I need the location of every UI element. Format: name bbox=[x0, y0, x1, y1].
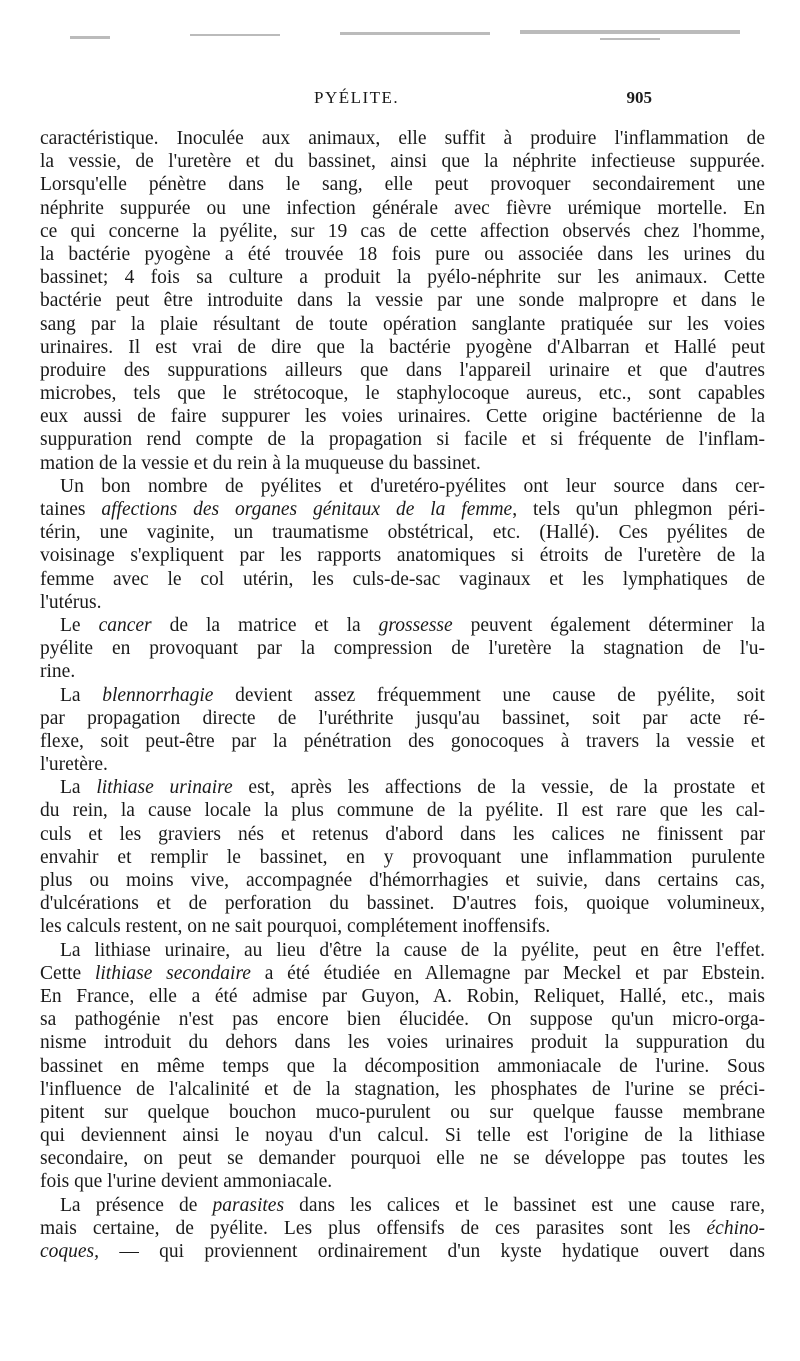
text-line: taines affections des organes génitaux de la femme, tels qu'un phlegmon péri- bbox=[40, 499, 765, 520]
text-line: sang par la plaie résultant de toute opération sanglante pratiquée sur les voies bbox=[40, 313, 765, 335]
text-line: térin, une vaginite, un traumatisme obstétrical, etc. (Hallé). Ces pyélites de bbox=[40, 522, 765, 544]
paragraph-5 bbox=[40, 776, 765, 938]
text-line: nisme introduit du dehors dans les voies urinaires produit la suppuration du bbox=[40, 1032, 765, 1054]
text-line: suppuration rend compte de la propagation si facile et si fréquente de l'inflam- bbox=[40, 429, 765, 451]
text-line: bassinet en même temps que la décomposition ammoniacale de l'urine. Sous bbox=[40, 1055, 765, 1077]
text-line: qui deviennent ainsi le noyau d'un calcul. Si telle est l'origine de la lithiase bbox=[40, 1125, 765, 1147]
text-line: envahir et remplir le bassinet, en y provoquant une inflammation purulente bbox=[40, 846, 765, 868]
text-line: Le cancer de la matrice et la grossesse peuvent également déterminer la bbox=[60, 614, 765, 636]
paragraph-2 bbox=[40, 475, 765, 614]
text-line: l'influence de l'alcalinité et de la stagnation, les phosphates de l'urine se préci- bbox=[40, 1078, 765, 1100]
text-line: La lithiase urinaire, au lieu d'être la cause de la pyélite, peut en être l'effet. bbox=[60, 939, 765, 961]
page-title: PYÉLITE. bbox=[314, 88, 400, 107]
text-line: produire des suppurations ailleurs que dans l'appareil urinaire et que d'autres bbox=[40, 359, 765, 381]
paragraph-3 bbox=[40, 614, 765, 684]
text-line: par propagation directe de l'uréthrite jusqu'au bassinet, soit par acte ré- bbox=[40, 707, 765, 729]
text-line: coques, — qui proviennent ordinairement d'un kyste hydatique ouvert dans bbox=[40, 1241, 765, 1262]
scan-noise bbox=[0, 30, 800, 60]
text-line: Lorsqu'elle pénètre dans le sang, elle peut provoquer secondairement une bbox=[40, 174, 765, 196]
text-line: bactérie peut être introduite dans la vessie par une sonde malpropre et dans le bbox=[40, 290, 765, 312]
text-line: culs et les graviers nés et retenus d'abord dans les calices ne finissent par bbox=[40, 823, 765, 845]
text-line: rine. bbox=[40, 661, 76, 683]
italic-term: blennorrhagie bbox=[102, 684, 214, 706]
text-line: la bactérie pyogène a été trouvée 18 fois pure ou associée dans les urines du bbox=[40, 243, 765, 265]
text-line: sa pathogénie n'est pas encore bien élucidée. On suppose qu'un micro-orga- bbox=[40, 1009, 765, 1031]
text-line: femme avec le col utérin, les culs-de-sac vaginaux et les lymphatiques de bbox=[40, 568, 765, 590]
text-line: l'uretère. bbox=[40, 754, 108, 776]
text-line: pitent sur quelque bouchon muco-purulent ou sur quelque fausse membrane bbox=[40, 1101, 765, 1123]
italic-term: grossesse bbox=[378, 614, 453, 636]
text-line: microbes, tels que le strétocoque, le staphylocoque aureus, etc., sont capables bbox=[40, 383, 765, 405]
text-line: Cette lithiase secondaire a été étudiée en Allemagne par Meckel et par Ebstein. bbox=[40, 962, 765, 984]
text-line: caractéristique. Inoculée aux animaux, elle suffit à produire l'inflammation de bbox=[40, 128, 765, 149]
text-line: La blennorrhagie devient assez fréquemment une cause de pyélite, soit bbox=[60, 684, 765, 706]
text-line: La présence de parasites dans les calices et le bassinet est une cause rare, bbox=[60, 1194, 765, 1216]
italic-term: lithiase urinaire bbox=[96, 777, 233, 799]
text-line: plus ou moins vive, accompagnée d'hémorrhagies et suivie, dans certains cas, bbox=[40, 870, 765, 891]
italic-term: parasites bbox=[212, 1194, 285, 1216]
text-line: secondaire, on peut se demander pourquoi elle ne se développe pas toutes les bbox=[40, 1148, 765, 1170]
text-line: bassinet; 4 fois sa culture a produit la pyélo-néphrite sur les animaux. Cette bbox=[40, 267, 765, 289]
page-number: 905 bbox=[626, 88, 652, 107]
italic-term: cancer bbox=[98, 614, 152, 636]
text-line: néphrite suppurée ou une infection générale avec fièvre urémique mortelle. En bbox=[40, 197, 765, 219]
paragraph-7 bbox=[40, 1194, 765, 1264]
text-line: les calculs restent, on ne sait pourquoi, complétement inoffensifs. bbox=[40, 916, 551, 938]
text-line: pyélite en provoquant par la compression de l'uretère la stagnation de l'u- bbox=[40, 638, 765, 660]
text-line: mation de la vessie et du rein à la muqueuse du bassinet. bbox=[40, 452, 481, 474]
italic-term: affections des organes génitaux de la femme bbox=[101, 499, 513, 520]
text-line: du rein, la cause locale la plus commune de la pyélite. Il est rare que les cal- bbox=[40, 800, 765, 822]
text-line: l'utérus. bbox=[40, 591, 102, 613]
italic-term: coques, bbox=[40, 1241, 100, 1262]
text-line: d'ulcérations et de perforation du bassinet. D'autres fois, quoique volumineux, bbox=[40, 893, 765, 915]
text-line: urinaires. Il est vrai de dire que la bactérie pyogène d'Albarran et Hallé peut bbox=[40, 336, 765, 358]
text-line: mais certaine, de pyélite. Les plus offensifs de ces parasites sont les échino- bbox=[40, 1217, 765, 1239]
text-line: La lithiase urinaire est, après les affections de la vessie, de la prostate et bbox=[60, 777, 765, 799]
text-line: voisinage s'expliquent par les rapports anatomiques si étroits de l'uretère de la bbox=[40, 545, 765, 567]
italic-term: lithiase secondaire bbox=[94, 962, 251, 984]
text-line: fois que l'urine devient ammoniacale. bbox=[40, 1171, 333, 1193]
text-line: ce qui concerne la pyélite, sur 19 cas de cette affection observés chez l'homme, bbox=[40, 220, 765, 242]
paragraph-6 bbox=[40, 939, 765, 1194]
text-line: eux aussi de faire suppurer les voies urinaires. Cette origine bactérienne de la bbox=[40, 406, 765, 428]
paragraph-4 bbox=[40, 684, 765, 777]
text-line: Un bon nombre de pyélites et d'uretéro-pyélites ont leur source dans cer- bbox=[60, 475, 765, 497]
text-line: flexe, soit peut-être par la pénétration des gonocoques à travers la vessie et bbox=[40, 730, 765, 752]
text-line: En France, elle a été admise par Guyon, A. Robin, Reliquet, Hallé, etc., mais bbox=[40, 985, 765, 1007]
text-line: la vessie, de l'uretère et du bassinet, ainsi que la néphrite infectieuse suppurée. bbox=[40, 151, 765, 173]
body-text bbox=[40, 127, 765, 1263]
paragraph-1 bbox=[40, 127, 765, 475]
italic-term: échino- bbox=[706, 1217, 765, 1239]
